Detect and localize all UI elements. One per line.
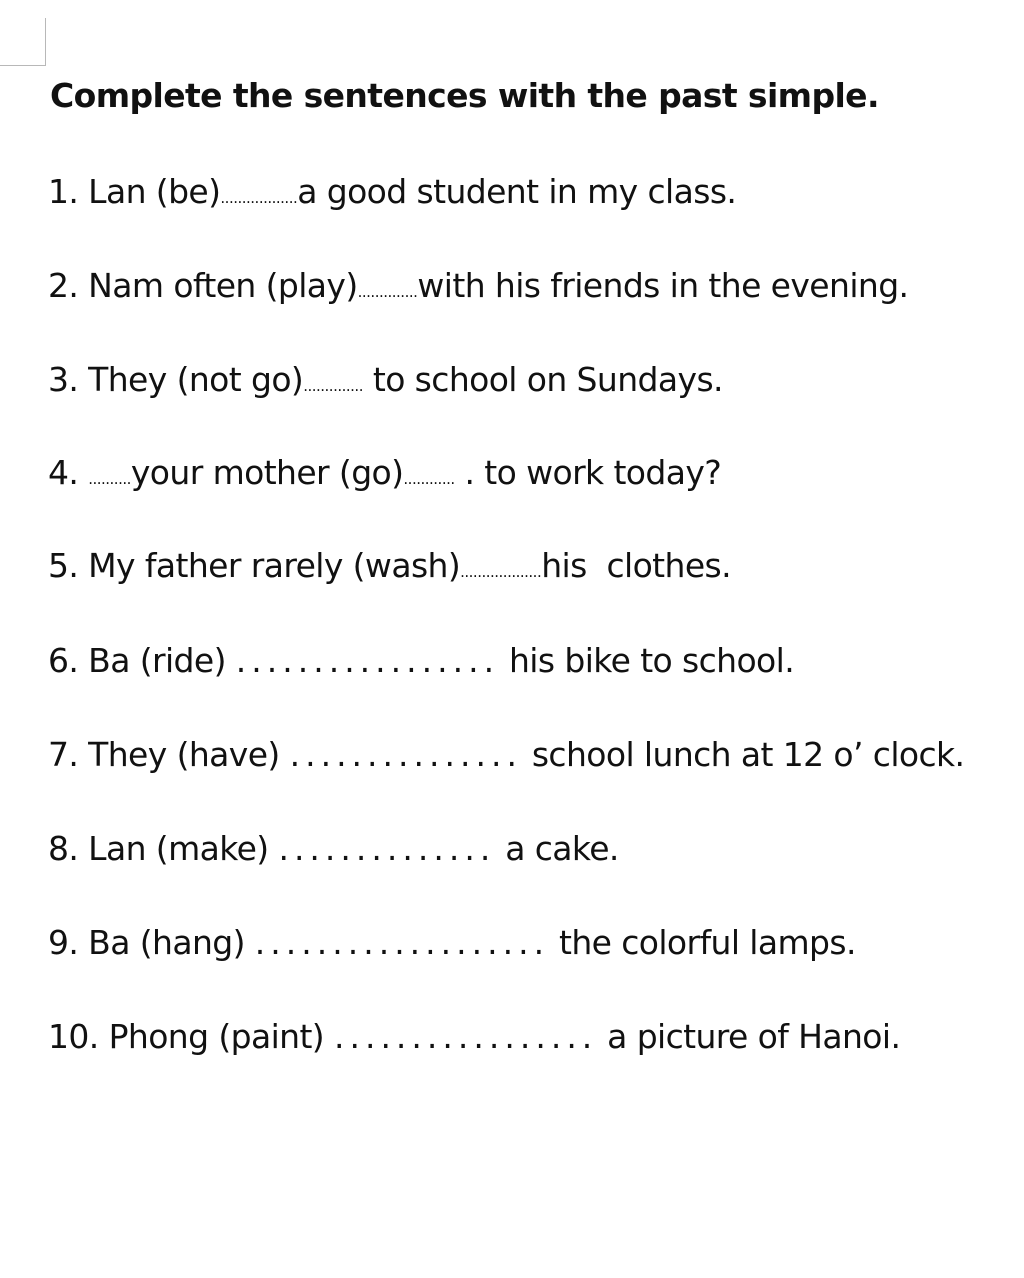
sentence-end: with his friends in the evening.	[417, 266, 909, 305]
sentence-end: to school on Sundays.	[362, 360, 723, 399]
sentence-7	[48, 735, 964, 774]
answer-blank: ...............	[289, 735, 522, 774]
answer-blank: ..............	[303, 377, 363, 395]
sentence-4	[48, 453, 721, 492]
sentence-start	[78, 453, 88, 492]
sentence-2	[48, 266, 908, 305]
item-number: 3.	[48, 360, 79, 399]
answer-blank-2: ............	[403, 470, 455, 488]
sentence-start: They (not go)	[78, 360, 304, 399]
sentence-start: Ba (ride)	[78, 641, 236, 680]
item-number: 7.	[48, 735, 79, 774]
answer-blank: .................	[235, 641, 500, 680]
sentence-end: his bike to school.	[499, 641, 795, 680]
answer-blank: ..............	[278, 829, 496, 868]
sentence-start: My father rarely (wash)	[78, 546, 461, 585]
sentence-6	[48, 641, 794, 680]
answer-blank: .................	[333, 1017, 598, 1056]
sentence-end: the colorful lamps.	[549, 923, 856, 962]
sentence-start: Lan (make)	[78, 829, 279, 868]
sentence-3	[48, 360, 723, 399]
sentence-end: his clothes.	[541, 546, 732, 585]
answer-blank: ...................	[460, 563, 542, 581]
sentence-end: a good student in my class.	[297, 172, 737, 211]
answer-blank: ..................	[220, 189, 298, 207]
sentence-end: a picture of Hanoi.	[597, 1017, 901, 1056]
answer-blank: ..........	[88, 470, 131, 488]
item-number: 8.	[48, 829, 79, 868]
sentence-start: Lan (be)	[78, 172, 221, 211]
sentence-end: . to work today?	[454, 453, 722, 492]
item-number: 5.	[48, 546, 79, 585]
item-number: 1.	[48, 172, 79, 211]
page-title: Complete the sentences with the past simple.	[50, 76, 879, 115]
sentence-8	[48, 829, 619, 868]
item-number: 2.	[48, 266, 79, 305]
sentence-start: They (have)	[78, 735, 290, 774]
answer-blank: ..............	[357, 283, 418, 301]
sentence-middle: your mother (go)	[130, 453, 404, 492]
sentence-start: Phong (paint)	[98, 1017, 334, 1056]
sentence-9	[48, 923, 856, 962]
sentence-start: Nam often (play)	[78, 266, 358, 305]
item-number: 9.	[48, 923, 79, 962]
answer-blank: ...................	[254, 923, 550, 962]
sentence-start: Ba (hang)	[78, 923, 255, 962]
sentence-5	[48, 546, 731, 585]
sentence-end: school lunch at 12 o’ clock.	[521, 735, 965, 774]
item-number: 4.	[48, 453, 79, 492]
sentence-10	[48, 1017, 900, 1056]
sentence-end: a cake.	[495, 829, 619, 868]
page-corner-mark	[0, 18, 46, 66]
item-number: 6.	[48, 641, 79, 680]
sentence-1	[48, 172, 736, 211]
item-number: 10.	[48, 1017, 99, 1056]
